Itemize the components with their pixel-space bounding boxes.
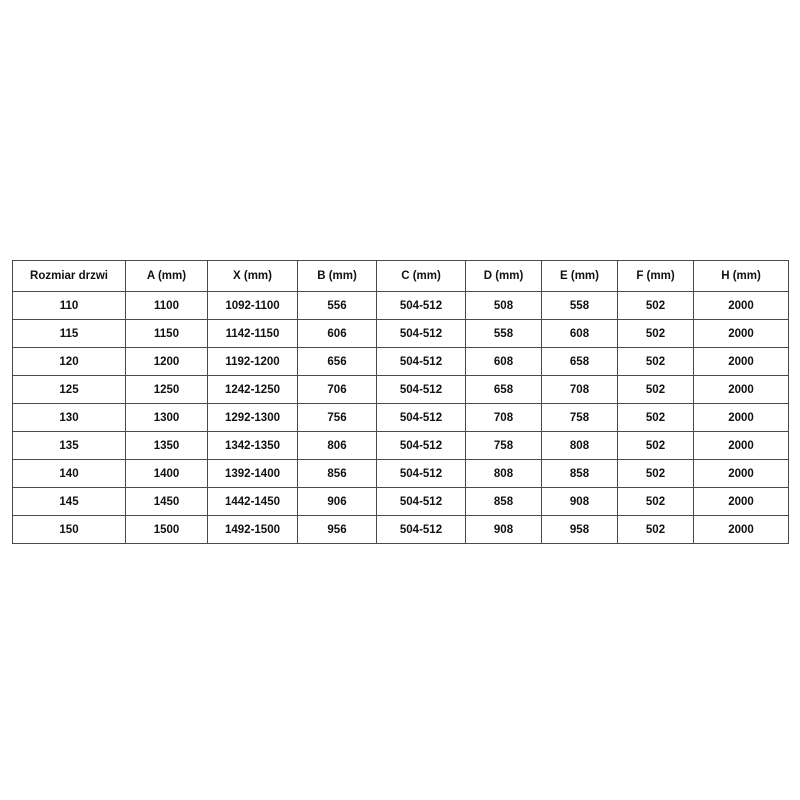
cell-h: 2000 (694, 432, 789, 460)
column-header-x: X (mm) (208, 261, 298, 292)
cell-f: 502 (618, 348, 694, 376)
specification-table-container (12, 260, 788, 544)
table-row (13, 432, 789, 460)
table-row (13, 516, 789, 544)
cell-door-size: 110 (13, 292, 126, 320)
cell-e: 658 (542, 348, 618, 376)
cell-e: 908 (542, 488, 618, 516)
cell-c: 504-512 (377, 488, 466, 516)
cell-b: 856 (298, 460, 377, 488)
cell-c: 504-512 (377, 376, 466, 404)
table-row (13, 376, 789, 404)
cell-h: 2000 (694, 292, 789, 320)
cell-e: 858 (542, 460, 618, 488)
cell-f: 502 (618, 460, 694, 488)
cell-a: 1350 (126, 432, 208, 460)
cell-h: 2000 (694, 320, 789, 348)
cell-b: 906 (298, 488, 377, 516)
table-row (13, 348, 789, 376)
cell-d: 808 (466, 460, 542, 488)
cell-c: 504-512 (377, 404, 466, 432)
cell-a: 1300 (126, 404, 208, 432)
cell-h: 2000 (694, 348, 789, 376)
cell-door-size: 120 (13, 348, 126, 376)
column-header-h: H (mm) (694, 261, 789, 292)
table-header (13, 261, 789, 292)
cell-a: 1150 (126, 320, 208, 348)
cell-h: 2000 (694, 516, 789, 544)
cell-e: 558 (542, 292, 618, 320)
cell-f: 502 (618, 516, 694, 544)
cell-f: 502 (618, 320, 694, 348)
cell-b: 956 (298, 516, 377, 544)
cell-x: 1142-1150 (208, 320, 298, 348)
cell-x: 1292-1300 (208, 404, 298, 432)
cell-d: 658 (466, 376, 542, 404)
column-header-c: C (mm) (377, 261, 466, 292)
cell-e: 958 (542, 516, 618, 544)
table-row (13, 488, 789, 516)
cell-h: 2000 (694, 376, 789, 404)
cell-f: 502 (618, 432, 694, 460)
cell-b: 756 (298, 404, 377, 432)
cell-d: 858 (466, 488, 542, 516)
cell-door-size: 130 (13, 404, 126, 432)
cell-x: 1342-1350 (208, 432, 298, 460)
cell-e: 608 (542, 320, 618, 348)
column-header-d: D (mm) (466, 261, 542, 292)
cell-f: 502 (618, 404, 694, 432)
cell-c: 504-512 (377, 432, 466, 460)
cell-c: 504-512 (377, 348, 466, 376)
cell-a: 1400 (126, 460, 208, 488)
cell-x: 1442-1450 (208, 488, 298, 516)
column-header-door-size: Rozmiar drzwi (13, 261, 126, 292)
cell-a: 1500 (126, 516, 208, 544)
cell-b: 806 (298, 432, 377, 460)
cell-door-size: 140 (13, 460, 126, 488)
column-header-f: F (mm) (618, 261, 694, 292)
cell-d: 758 (466, 432, 542, 460)
cell-x: 1492-1500 (208, 516, 298, 544)
cell-c: 504-512 (377, 292, 466, 320)
cell-x: 1242-1250 (208, 376, 298, 404)
cell-f: 502 (618, 376, 694, 404)
column-header-b: B (mm) (298, 261, 377, 292)
table-body (13, 292, 789, 544)
cell-h: 2000 (694, 488, 789, 516)
column-header-e: E (mm) (542, 261, 618, 292)
cell-x: 1092-1100 (208, 292, 298, 320)
cell-door-size: 150 (13, 516, 126, 544)
cell-b: 706 (298, 376, 377, 404)
cell-c: 504-512 (377, 460, 466, 488)
cell-b: 556 (298, 292, 377, 320)
cell-f: 502 (618, 292, 694, 320)
cell-d: 508 (466, 292, 542, 320)
table-row (13, 404, 789, 432)
cell-x: 1392-1400 (208, 460, 298, 488)
cell-x: 1192-1200 (208, 348, 298, 376)
table-row (13, 320, 789, 348)
cell-f: 502 (618, 488, 694, 516)
cell-door-size: 145 (13, 488, 126, 516)
cell-d: 908 (466, 516, 542, 544)
cell-e: 808 (542, 432, 618, 460)
cell-c: 504-512 (377, 516, 466, 544)
cell-e: 708 (542, 376, 618, 404)
cell-h: 2000 (694, 460, 789, 488)
cell-h: 2000 (694, 404, 789, 432)
cell-a: 1200 (126, 348, 208, 376)
cell-d: 708 (466, 404, 542, 432)
cell-door-size: 115 (13, 320, 126, 348)
table-row (13, 460, 789, 488)
cell-d: 558 (466, 320, 542, 348)
cell-d: 608 (466, 348, 542, 376)
cell-c: 504-512 (377, 320, 466, 348)
cell-a: 1100 (126, 292, 208, 320)
cell-door-size: 135 (13, 432, 126, 460)
cell-door-size: 125 (13, 376, 126, 404)
cell-a: 1450 (126, 488, 208, 516)
cell-b: 656 (298, 348, 377, 376)
table-header-row (13, 261, 789, 292)
table-row (13, 292, 789, 320)
door-size-specification-table (12, 260, 789, 544)
cell-e: 758 (542, 404, 618, 432)
column-header-a: A (mm) (126, 261, 208, 292)
cell-b: 606 (298, 320, 377, 348)
cell-a: 1250 (126, 376, 208, 404)
